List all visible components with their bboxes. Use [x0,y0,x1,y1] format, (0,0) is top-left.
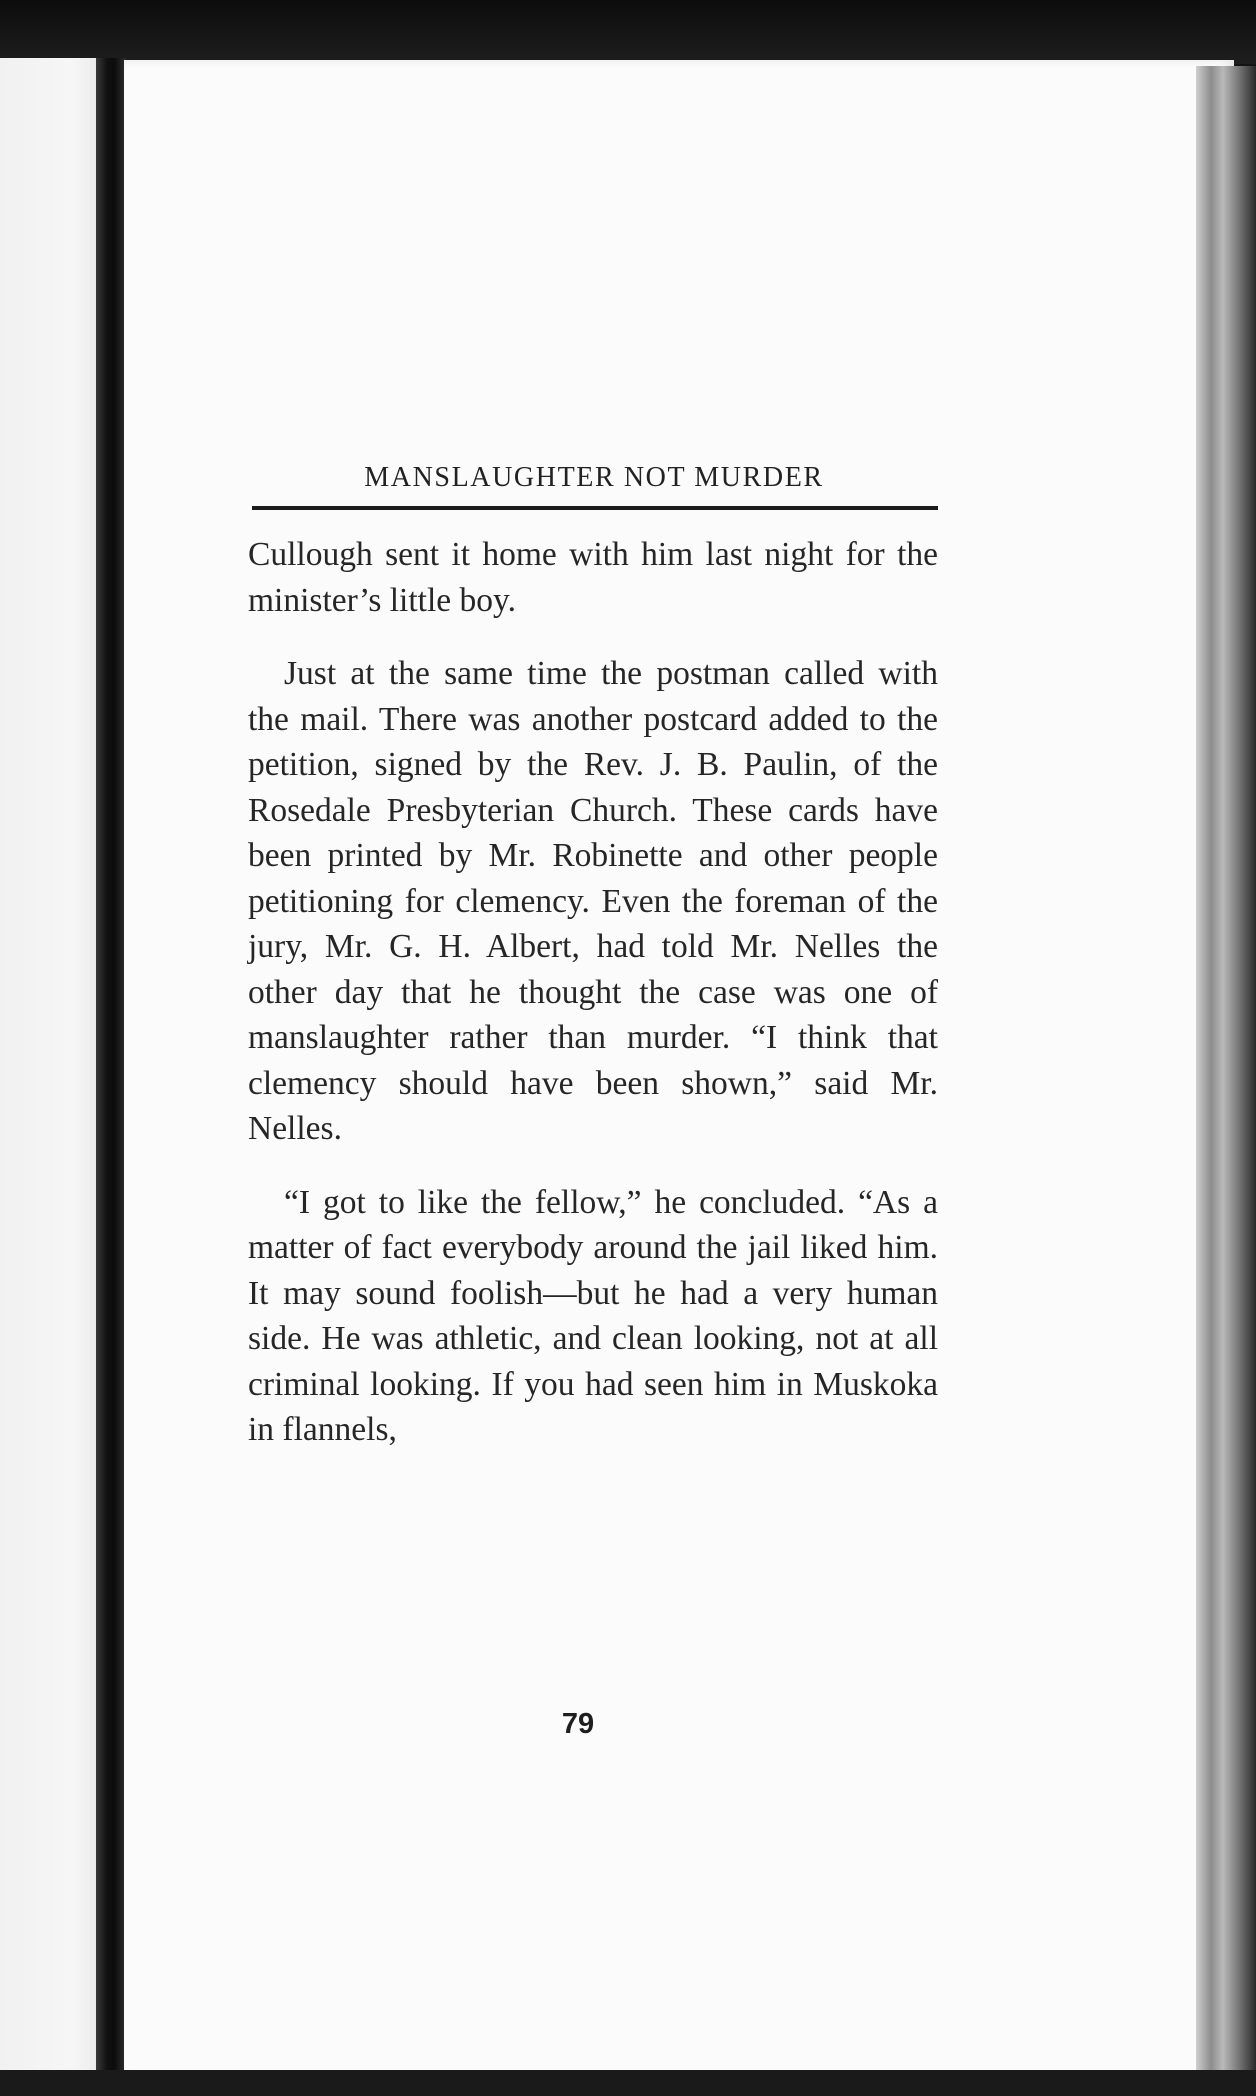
scanner-background-top [0,0,1256,64]
previous-page-edge [0,58,104,2078]
paragraph: “I got to like the fellow,” he concluded. “As a matter of fact everybody around the jail liked him. It may sound foolish—but he had a very human side. He was athletic, and clean looking, not at all criminal looking. If you had seen him in Muskoka in flannels, [248,1183,938,1448]
paragraph: Just at the same time the postman called with the mail. There was another postcard added to the petition, signed by the Rev. J. B. Paulin, of the Rosedale Presbyterian Church. These cards have been printed by Mr. Robinette and other people petitioning for clemency. Even the foreman of the jury, Mr. G. H. Albert, had told Mr. Nelles the other day that he thought the case was one of manslaughter rather than murder. “I think that clemency should have been shown,” said Mr. Nelles. [248,655,938,1147]
page-number: 79 [561,1708,595,1740]
body-text [248,532,938,1453]
paragraph: Cullough sent it home with him last night for the minister’s little boy. [248,536,938,619]
running-head: MANSLAUGHTER NOT MURDER [364,462,824,493]
header-rule [252,506,938,510]
page-stack-edge [1196,66,1256,2096]
book-gutter [96,58,126,2088]
scanner-background-bottom [0,2070,1256,2096]
